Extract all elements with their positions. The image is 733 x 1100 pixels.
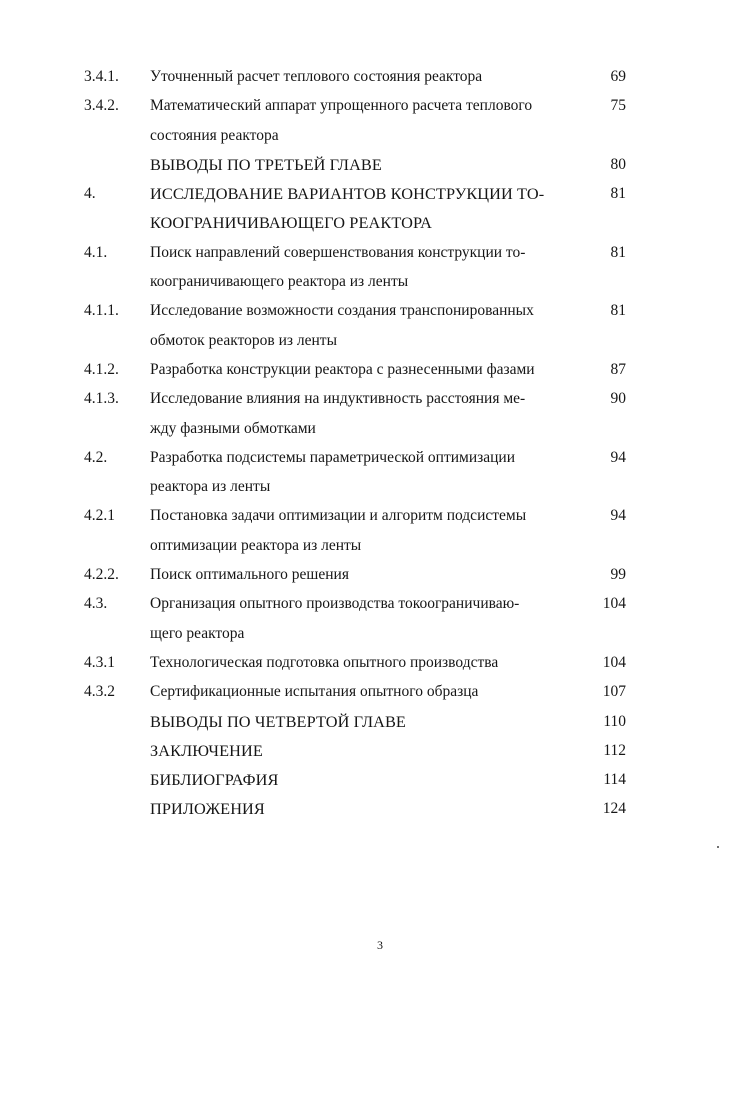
toc-entry-title-line: оптимизации реактора из ленты: [150, 536, 362, 554]
toc-entry-title: [150, 589, 587, 648]
toc-entry-title-line: ЗАКЛЮЧЕНИЕ: [150, 740, 263, 760]
toc-entry-title-line: Исследование возможности создания транспонированных: [150, 302, 534, 320]
toc-entry-number: 4.1.1.: [84, 302, 119, 320]
toc-entry-title-line: КООГРАНИЧИВАЮЩЕГО РЕАКТОРА: [150, 213, 432, 233]
toc-entry-page: 124: [602, 800, 626, 818]
toc-entry-title-line: Технологическая подготовка опытного производства: [150, 653, 499, 671]
toc-entry-page: 110: [603, 712, 626, 730]
toc-entry-title-line: щего реактора: [150, 624, 245, 642]
toc-entry: [0, 589, 733, 648]
toc-entry-title: [150, 91, 587, 150]
toc-entry-number: 4.: [84, 185, 96, 203]
toc-entry-title: [150, 355, 587, 384]
toc-entry-page: 81: [610, 302, 626, 320]
toc-entry-title-line: Разработка подсистемы параметрической оптимизации: [150, 448, 516, 466]
toc-entry-number: 4.2.: [84, 448, 108, 466]
toc-entry-page: 75: [610, 97, 626, 115]
toc-entry-number: 3.4.2.: [84, 97, 119, 115]
toc-entry-title: [150, 443, 587, 502]
toc-entry-page: 114: [603, 771, 626, 789]
toc-entry: [0, 501, 733, 560]
toc-entry-page: 94: [610, 448, 626, 466]
toc-entry: [0, 62, 733, 91]
toc-entry-title-line: обмоток реакторов из ленты: [150, 331, 337, 349]
toc-entry-title-line: ИССЛЕДОВАНИЕ ВАРИАНТОВ КОНСТРУКЦИИ ТО-: [150, 184, 545, 204]
toc-entry-number: 3.4.1.: [84, 68, 119, 85]
toc-entry-page: 107: [602, 683, 626, 701]
toc-entry-page: 104: [602, 595, 626, 613]
toc-entry-title-line: Постановка задачи оптимизации и алгоритм подсистемы: [150, 507, 527, 525]
toc-entry-number: 4.2.2.: [84, 566, 119, 584]
toc-entry-page: 90: [610, 390, 626, 408]
toc-entry: [0, 707, 733, 736]
table-of-contents: [0, 62, 733, 824]
toc-entry-number: 4.3.1: [84, 653, 115, 671]
toc-entry: [0, 355, 733, 384]
toc-entry-title-line: Организация опытного производства токоограничиваю-: [150, 595, 520, 613]
toc-entry-title: [150, 677, 587, 706]
toc-entry-title-line: Сертификационные испытания опытного образца: [150, 683, 479, 701]
toc-entry-number: 4.3.2: [84, 683, 115, 701]
toc-entry-title: [150, 150, 587, 179]
toc-entry-title: [150, 384, 587, 443]
toc-entry-page: 81: [610, 243, 626, 261]
toc-entry: [0, 648, 733, 677]
toc-entry-number: 4.1.2.: [84, 360, 119, 378]
toc-entry-title-line: ВЫВОДЫ ПО ТРЕТЬЕЙ ГЛАВЕ: [150, 154, 382, 174]
toc-entry-page: 80: [610, 155, 626, 173]
toc-entry-title-line: Разработка конструкции реактора с разнесенными фазами: [150, 360, 535, 378]
toc-entry-title: [150, 296, 587, 355]
toc-entry: [0, 179, 733, 238]
toc-entry-number: 4.3.: [84, 595, 108, 613]
toc-entry-title: [150, 765, 587, 794]
toc-entry-page: 81: [610, 185, 626, 203]
toc-entry: [0, 736, 733, 765]
toc-entry-page: 94: [610, 507, 626, 525]
toc-entry-number: 4.1.3.: [84, 390, 119, 408]
toc-entry-title-line: ПРИЛОЖЕНИЯ: [150, 799, 265, 819]
toc-entry-title: [150, 501, 587, 560]
toc-entry-title-line: коограничивающего реактора из ленты: [150, 273, 409, 291]
toc-entry-title: [150, 238, 587, 297]
toc-entry-title-line: реактора из ленты: [150, 478, 271, 496]
toc-entry: [0, 384, 733, 443]
toc-entry-title-line: Поиск направлений совершенствования конструкции то-: [150, 243, 526, 261]
toc-entry-title: [150, 62, 587, 91]
toc-entry-title-line: состояния реактора: [150, 126, 279, 144]
toc-entry: [0, 238, 733, 297]
toc-entry: [0, 677, 733, 706]
toc-entry-title-line: Математический аппарат упрощенного расчета теплового: [150, 97, 533, 115]
toc-entry-number: 4.2.1: [84, 507, 115, 525]
toc-entry-title-line: жду фазными обмотками: [150, 419, 316, 437]
toc-entry: [0, 150, 733, 179]
toc-entry-title-line: Поиск оптимального решения: [150, 566, 349, 584]
toc-entry-title-line: ВЫВОДЫ ПО ЧЕТВЕРТОЙ ГЛАВЕ: [150, 711, 406, 731]
toc-entry: [0, 443, 733, 502]
toc-entry-page: 87: [610, 360, 626, 378]
toc-entry-page: 99: [610, 566, 626, 584]
toc-entry-page: 112: [603, 741, 626, 759]
toc-entry: [0, 560, 733, 589]
page-number: 3: [377, 938, 383, 952]
toc-entry: [0, 794, 733, 823]
scan-speck: [717, 846, 719, 848]
toc-entry: [0, 91, 733, 150]
toc-entry-title: [150, 794, 587, 823]
toc-entry: [0, 765, 733, 794]
toc-entry-page: 69: [610, 68, 626, 85]
toc-entry-page: 104: [602, 653, 626, 671]
toc-entry-title: [150, 707, 587, 736]
toc-entry-title-line: Исследование влияния на индуктивность расстояния ме-: [150, 390, 526, 408]
toc-entry-number: 4.1.: [84, 243, 108, 261]
toc-entry: [0, 296, 733, 355]
toc-entry-title: [150, 179, 587, 238]
toc-entry-title: [150, 560, 587, 589]
toc-entry-title: [150, 648, 587, 677]
toc-entry-title-line: БИБЛИОГРАФИЯ: [150, 770, 279, 790]
toc-entry-title-line: Уточненный расчет теплового состояния реактора: [150, 68, 483, 85]
toc-entry-title: [150, 736, 587, 765]
